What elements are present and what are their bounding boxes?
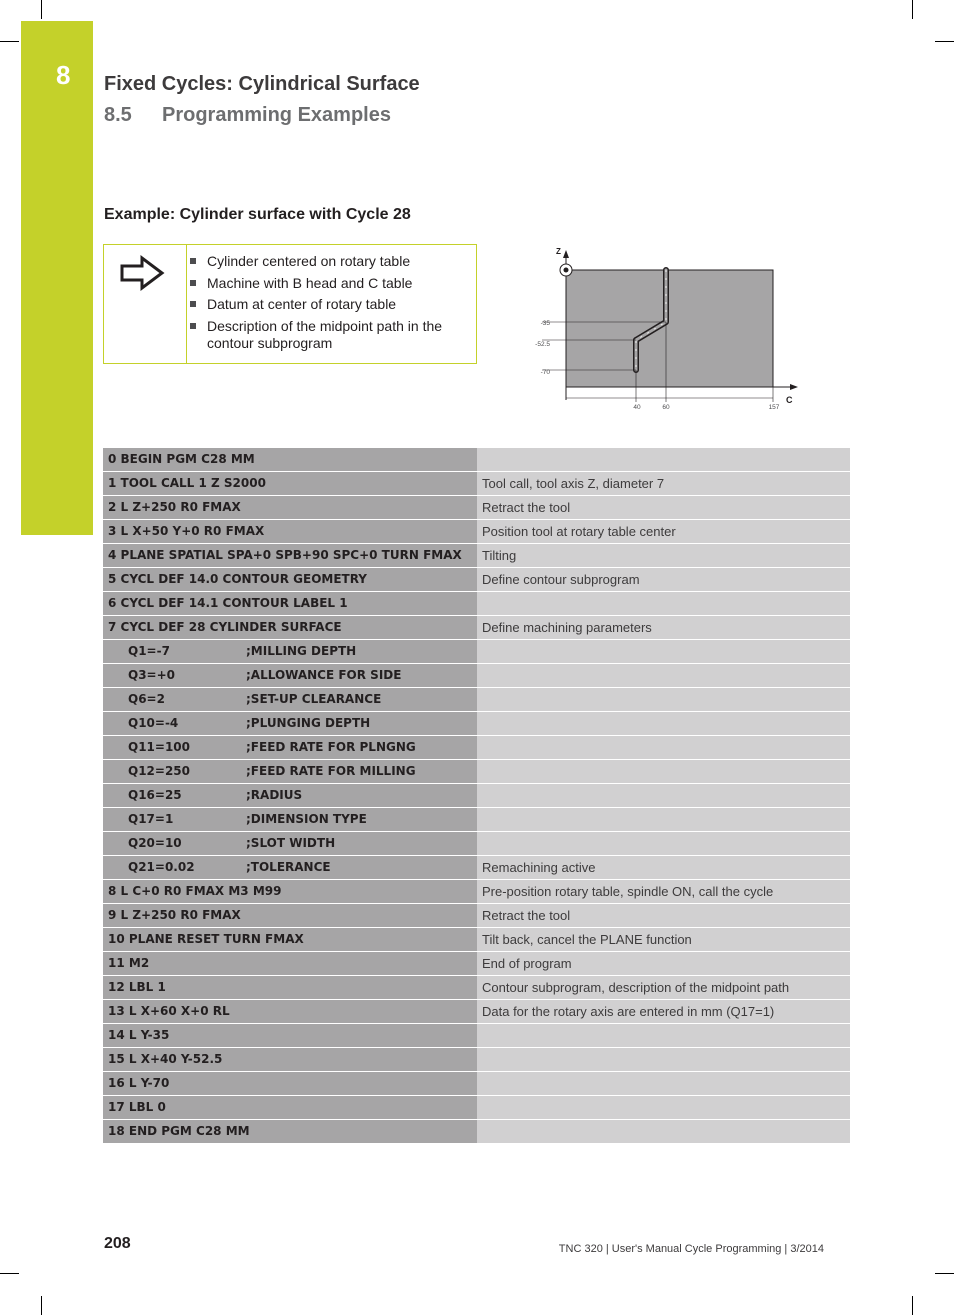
program-code-cell: 2 L Z+250 R0 FMAX: [103, 496, 477, 519]
program-code-cell: [103, 736, 477, 759]
program-comment-cell: [477, 1072, 850, 1095]
program-code-cell: 1 TOOL CALL 1 Z S2000: [103, 472, 477, 495]
cycle-parameter: Q17=1: [128, 812, 174, 826]
program-row: [103, 880, 850, 904]
program-comment-cell: [477, 1120, 850, 1143]
bullet-icon: [190, 258, 196, 264]
cycle-parameter: Q1=-7: [128, 644, 170, 658]
program-comment-cell: Tilting: [477, 544, 850, 567]
program-row: [103, 496, 850, 520]
crop-mark: [41, 1296, 42, 1315]
program-row: [103, 472, 850, 496]
program-comment-cell: [477, 784, 850, 807]
example-title: Example: Cylinder surface with Cycle 28: [104, 206, 411, 223]
crop-mark: [912, 1296, 913, 1315]
program-comment-cell: [477, 688, 850, 711]
program-code-cell: 12 LBL 1: [103, 976, 477, 999]
program-comment-cell: [477, 664, 850, 687]
program-comment-cell: [477, 448, 850, 471]
program-code-cell: 11 M2: [103, 952, 477, 975]
footer-text: TNC 320 | User's Manual Cycle Programming | 3/2014: [558, 1243, 824, 1255]
parameter-description: ;ALLOWANCE FOR SIDE: [246, 668, 402, 682]
program-row: [103, 712, 850, 736]
program-comment-cell: [477, 1048, 850, 1071]
program-comment-cell: [477, 712, 850, 735]
program-comment-cell: Define machining parameters: [477, 616, 850, 639]
section-heading: [104, 104, 391, 127]
note-item: Description of the midpoint path in the contour subprogram: [188, 318, 474, 352]
program-row: [103, 760, 850, 784]
program-comment-cell: Remachining active: [477, 856, 850, 879]
program-comment-cell: Data for the rotary axis are entered in mm (Q17=1): [477, 1000, 850, 1023]
cycle-parameter: Q12=250: [128, 764, 191, 778]
program-code-cell: 8 L C+0 R0 FMAX M3 M99: [103, 880, 477, 903]
program-code-cell: 4 PLANE SPATIAL SPA+0 SPB+90 SPC+0 TURN FMAX: [103, 544, 477, 567]
program-code-cell: 0 BEGIN PGM C28 MM: [103, 448, 477, 471]
note-list: [188, 253, 474, 356]
program-row: [103, 544, 850, 568]
program-row: [103, 592, 850, 616]
c-tick-label: 157: [768, 404, 780, 411]
cycle-parameter: Q16=25: [128, 788, 182, 802]
arrow-right-icon: [118, 255, 166, 298]
chapter-title: Fixed Cycles: Cylindrical Surface: [104, 73, 420, 95]
program-row: [103, 640, 850, 664]
program-row: [103, 1024, 850, 1048]
cycle-parameter: Q21=0.02: [128, 860, 195, 874]
chapter-side-bar: [21, 21, 93, 535]
c-tick-label: 60: [662, 404, 670, 411]
program-row: [103, 448, 850, 472]
program-comment-cell: [477, 1096, 850, 1119]
program-comment-cell: [477, 832, 850, 855]
parameter-description: ;SLOT WIDTH: [246, 836, 336, 850]
section-number: 8.5: [104, 104, 132, 126]
program-comment-cell: [477, 808, 850, 831]
cycle-parameter: Q20=10: [128, 836, 182, 850]
program-comment-cell: Retract the tool: [477, 904, 850, 927]
program-comment-cell: Tilt back, cancel the PLANE function: [477, 928, 850, 951]
program-code-cell: 7 CYCL DEF 28 CYLINDER SURFACE: [103, 616, 477, 639]
nc-program-table: [103, 448, 850, 1144]
axis-c-label: C: [786, 395, 793, 405]
program-code-cell: [103, 640, 477, 663]
program-comment-cell: Contour subprogram, description of the midpoint path: [477, 976, 850, 999]
program-row: [103, 664, 850, 688]
program-code-cell: 18 END PGM C28 MM: [103, 1120, 477, 1143]
program-code-cell: [103, 712, 477, 735]
program-comment-cell: Pre-position rotary table, spindle ON, call the cycle: [477, 880, 850, 903]
chapter-number: 8: [56, 60, 71, 90]
program-row: [103, 736, 850, 760]
program-code-cell: [103, 784, 477, 807]
crop-mark: [41, 0, 42, 19]
program-row: [103, 1048, 850, 1072]
crop-mark: [0, 41, 19, 42]
cycle-parameter: Q10=-4: [128, 716, 179, 730]
program-code-cell: [103, 760, 477, 783]
bullet-icon: [190, 301, 196, 307]
program-comment-cell: Position tool at rotary table center: [477, 520, 850, 543]
program-row: [103, 952, 850, 976]
program-code-cell: 14 L Y-35: [103, 1024, 477, 1047]
program-code-cell: 17 LBL 0: [103, 1096, 477, 1119]
program-row: [103, 1120, 850, 1144]
program-row: [103, 784, 850, 808]
program-row: [103, 568, 850, 592]
parameter-description: ;TOLERANCE: [246, 860, 331, 874]
parameter-description: ;PLUNGING DEPTH: [246, 716, 371, 730]
program-code-cell: [103, 832, 477, 855]
z-tick-label: -52.5: [535, 341, 550, 348]
program-code-cell: 9 L Z+250 R0 FMAX: [103, 904, 477, 927]
page-number: 208: [104, 1235, 131, 1252]
program-row: [103, 688, 850, 712]
crop-mark: [912, 0, 913, 19]
program-comment-cell: Tool call, tool axis Z, diameter 7: [477, 472, 850, 495]
program-code-cell: 15 L X+40 Y-52.5: [103, 1048, 477, 1071]
note-item: Machine with B head and C table: [188, 275, 474, 292]
parameter-description: ;SET-UP CLEARANCE: [246, 692, 382, 706]
program-row: [103, 1072, 850, 1096]
cylinder-contour-figure: [528, 240, 808, 420]
program-row: [103, 616, 850, 640]
parameter-description: ;FEED RATE FOR MILLING: [246, 764, 416, 778]
crop-mark: [935, 41, 954, 42]
note-item: Cylinder centered on rotary table: [188, 253, 474, 270]
parameter-description: ;DIMENSION TYPE: [246, 812, 367, 826]
section-title: Programming Examples: [162, 104, 391, 126]
cycle-parameter: Q11=100: [128, 740, 191, 754]
z-tick-label: -35: [540, 320, 550, 327]
program-comment-cell: End of program: [477, 952, 850, 975]
program-row: [103, 520, 850, 544]
program-row: [103, 856, 850, 880]
parameter-description: ;MILLING DEPTH: [246, 644, 357, 658]
program-code-cell: 16 L Y-70: [103, 1072, 477, 1095]
bullet-icon: [190, 280, 196, 286]
program-comment-cell: [477, 1024, 850, 1047]
program-code-cell: 5 CYCL DEF 14.0 CONTOUR GEOMETRY: [103, 568, 477, 591]
program-row: [103, 1096, 850, 1120]
program-code-cell: [103, 856, 477, 879]
program-row: [103, 832, 850, 856]
program-comment-cell: Define contour subprogram: [477, 568, 850, 591]
program-row: [103, 1000, 850, 1024]
parameter-description: ;RADIUS: [246, 788, 303, 802]
program-comment-cell: [477, 760, 850, 783]
program-code-cell: [103, 688, 477, 711]
note-item: Datum at center of rotary table: [188, 296, 474, 313]
note-box: [103, 244, 477, 364]
program-row: [103, 808, 850, 832]
cycle-parameter: Q6=2: [128, 692, 165, 706]
program-code-cell: [103, 808, 477, 831]
program-row: [103, 928, 850, 952]
program-row: [103, 904, 850, 928]
note-divider: [186, 245, 187, 363]
program-code-cell: [103, 664, 477, 687]
crop-mark: [0, 1273, 19, 1274]
axis-z-label: Z: [556, 247, 561, 256]
crop-mark: [935, 1273, 954, 1274]
program-row: [103, 976, 850, 1000]
program-comment-cell: [477, 640, 850, 663]
program-code-cell: 10 PLANE RESET TURN FMAX: [103, 928, 477, 951]
program-code-cell: 3 L X+50 Y+0 R0 FMAX: [103, 520, 477, 543]
parameter-description: ;FEED RATE FOR PLNGNG: [246, 740, 416, 754]
program-comment-cell: Retract the tool: [477, 496, 850, 519]
program-comment-cell: [477, 736, 850, 759]
program-code-cell: 13 L X+60 X+0 RL: [103, 1000, 477, 1023]
z-tick-label: -70: [540, 369, 550, 376]
c-tick-label: 40: [633, 404, 641, 411]
program-comment-cell: [477, 592, 850, 615]
program-code-cell: 6 CYCL DEF 14.1 CONTOUR LABEL 1: [103, 592, 477, 615]
bullet-icon: [190, 323, 196, 329]
cycle-parameter: Q3=+0: [128, 668, 176, 682]
